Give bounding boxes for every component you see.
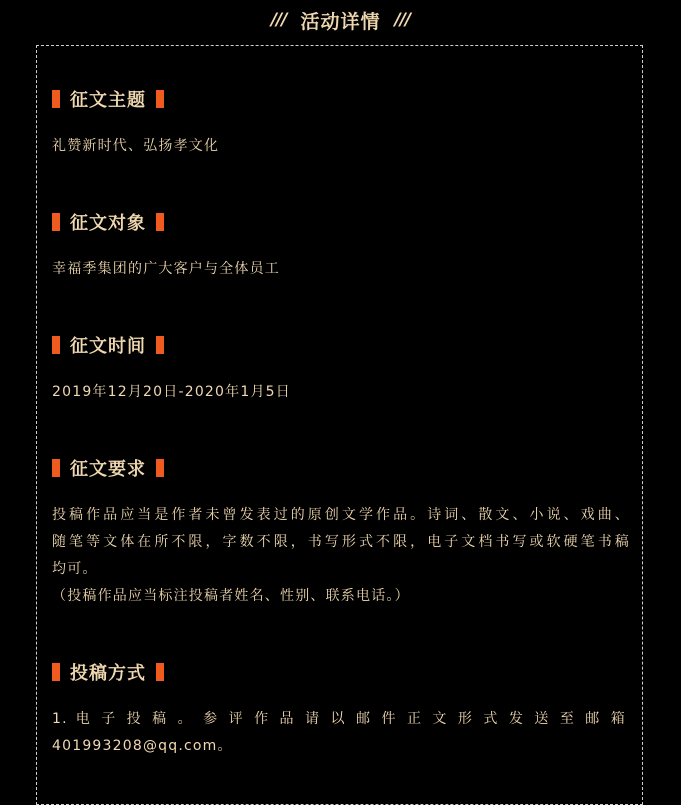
section-submission (52, 660, 632, 684)
heading-bar-left (52, 213, 60, 231)
section-heading (52, 456, 632, 480)
section-text-line: 随笔等文体在所不限，字数不限，书写形式不限，电子文档书写或软硬笔书稿 (52, 534, 630, 550)
section-requirements (52, 456, 632, 480)
section-heading (52, 660, 632, 684)
section-theme-body (52, 133, 632, 160)
section-requirements-body (52, 502, 630, 610)
section-time-body (52, 379, 632, 406)
section-text: 礼赞新时代、弘扬孝文化 (52, 138, 220, 154)
heading-text: 投稿方式 (70, 663, 146, 684)
section-text-line: 1. 电 子 投 稿 。 参 评 作 品 请 以 邮 件 正 文 形 式 发 送 至 邮 箱 (52, 711, 626, 727)
email-address: 401993208@qq.com。 (52, 738, 233, 754)
heading-bar-right (156, 336, 164, 354)
section-audience (52, 210, 632, 234)
section-audience-body (52, 256, 632, 283)
heading-bar-left (52, 90, 60, 108)
title-deco-right: /// (394, 10, 411, 30)
heading-bar-left (52, 336, 60, 354)
section-text: 2019年12月20日-2020年1月5日 (52, 384, 291, 400)
heading-bar-right (156, 663, 164, 681)
section-text-line: 投稿作品应当是作者未曾发表过的原创文学作品。诗词、散文、小说、戏曲、 (52, 507, 630, 523)
heading-text: 征文对象 (70, 213, 146, 234)
section-submission-body (52, 706, 626, 760)
section-heading (52, 210, 632, 234)
section-heading (52, 87, 632, 111)
section-text: 幸福季集团的广大客户与全体员工 (52, 261, 280, 277)
section-time (52, 333, 632, 357)
section-theme (52, 87, 632, 111)
heading-bar-right (156, 459, 164, 477)
heading-text: 征文要求 (70, 459, 146, 480)
section-text-line: 均可。 (52, 561, 98, 577)
section-heading (52, 333, 632, 357)
heading-text: 征文时间 (70, 336, 146, 357)
heading-text: 征文主题 (70, 90, 146, 111)
page-header (0, 0, 681, 40)
page-title: 活动详情 (300, 10, 381, 33)
section-text-line: （投稿作品应当标注投稿者姓名、性别、联系电话。） (52, 588, 410, 604)
heading-bar-right (156, 90, 164, 108)
heading-bar-right (156, 213, 164, 231)
heading-bar-left (52, 459, 60, 477)
heading-bar-left (52, 663, 60, 681)
title-deco-left: /// (270, 10, 287, 30)
